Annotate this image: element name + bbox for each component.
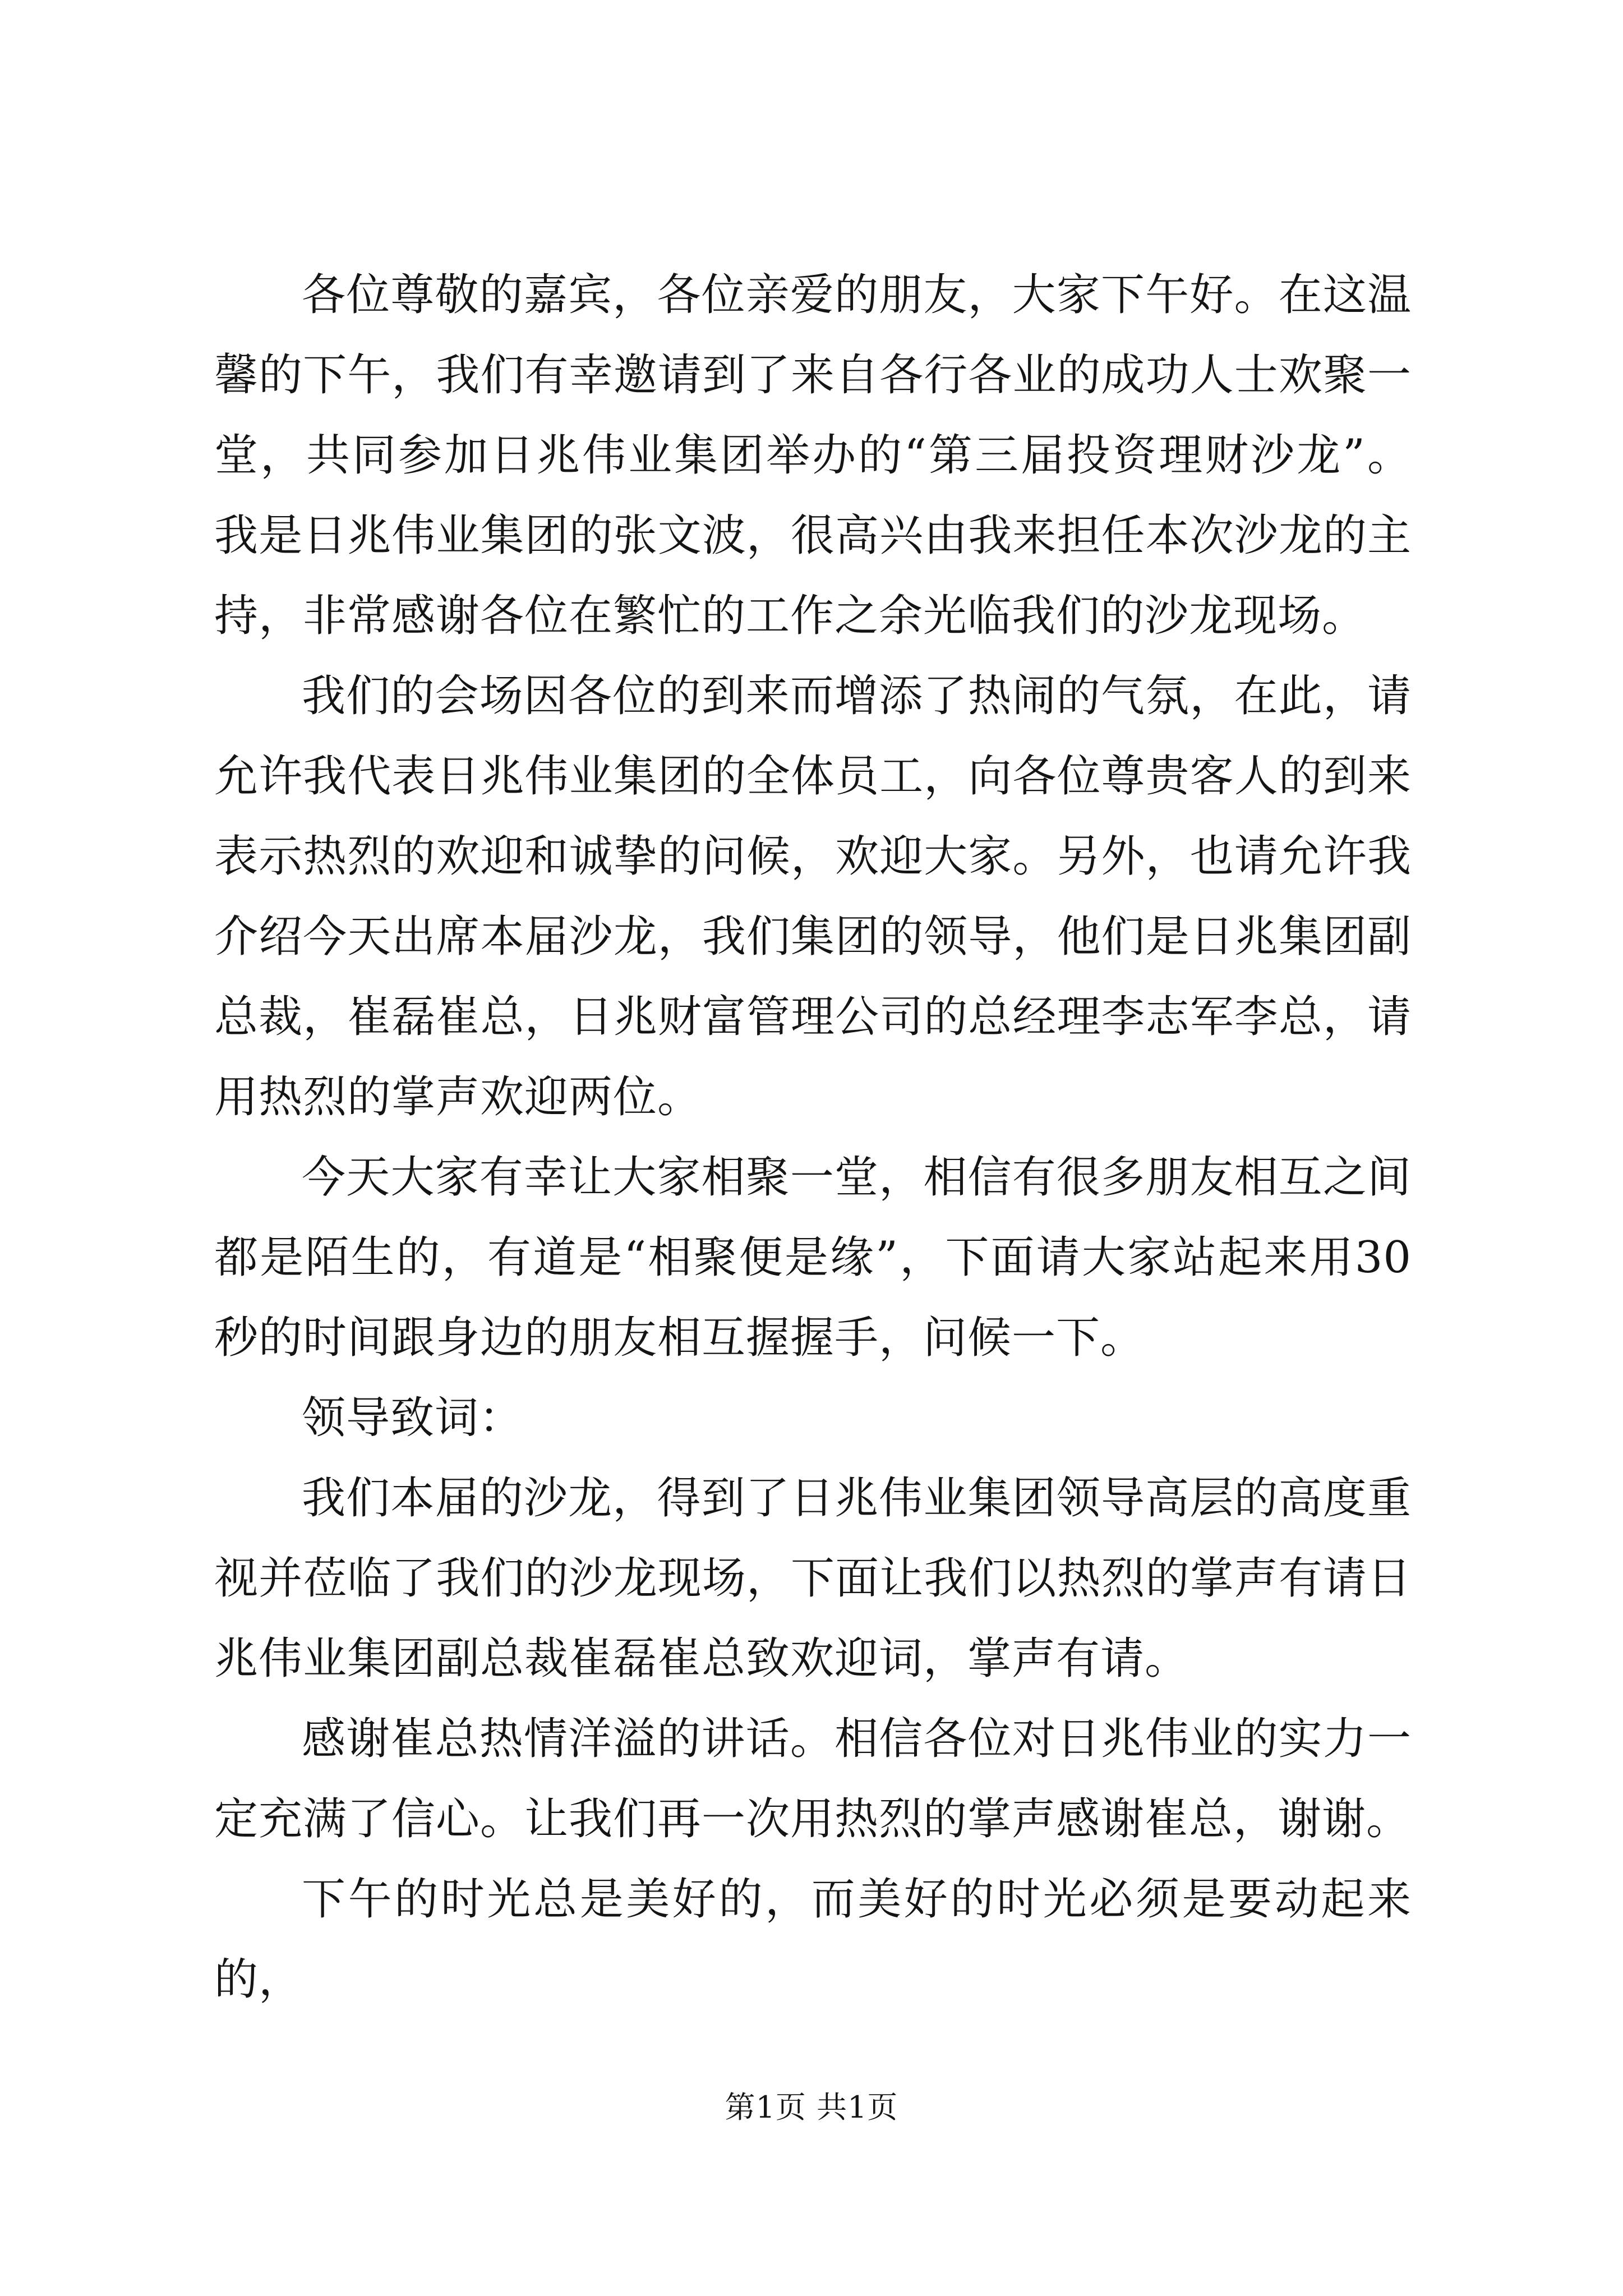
paragraph-thanks: 感谢崔总热情洋溢的讲话。相信各位对日兆伟业的实力一定充满了信心。让我们再一次用热烈的掌声感谢崔总，谢谢。 bbox=[214, 1714, 1412, 1844]
paragraph-welcome: 各位尊敬的嘉宾，各位亲爱的朋友，大家下午好。在这温馨的下午，我们有幸邀请到了来自各行各业的成功人士欢聚一堂，共同参加日兆伟业集团举办的“第三届投资理财沙龙”。我是日兆伟业集团的张文波，很高兴由我来担任本次沙龙的主持，非常感谢各位在繁忙的工作之余光临我们的沙龙现场。 bbox=[214, 270, 1412, 641]
paragraph-leader-speech-heading: 领导致词： bbox=[302, 1393, 524, 1443]
paragraph-greeting: 今天大家有幸让大家相聚一堂，相信有很多朋友相互之间都是陌生的，有道是“相聚便是缘”，下面请大家站起来用30秒的时间跟身边的朋友相互握握手，问候一下。 bbox=[214, 1152, 1412, 1363]
page-footer: 第1页 共1页 bbox=[725, 2090, 898, 2125]
paragraph-afternoon: 下午的时光总是美好的，而美好的时光必须是要动起来的， bbox=[214, 1874, 1412, 2005]
paragraph-leader-invite: 我们本届的沙龙，得到了日兆伟业集团领导高层的高度重视并莅临了我们的沙龙现场，下面让我们以热烈的掌声有请日兆伟业集团副总裁崔磊崔总致欢迎词，掌声有请。 bbox=[214, 1473, 1412, 1684]
paragraph-introduction: 我们的会场因各位的到来而增添了热闹的气氛，在此，请允许我代表日兆伟业集团的全体员工，向各位尊贵客人的到来表示热烈的欢迎和诚挚的问候，欢迎大家。另外，也请允许我介绍今天出席本届沙龙，我们集团的领导，他们是日兆集团副总裁，崔磊崔总，日兆财富管理公司的总经理李志军李总，请用热烈的掌声欢迎两位。 bbox=[214, 671, 1412, 1122]
document-body bbox=[214, 255, 1412, 2020]
